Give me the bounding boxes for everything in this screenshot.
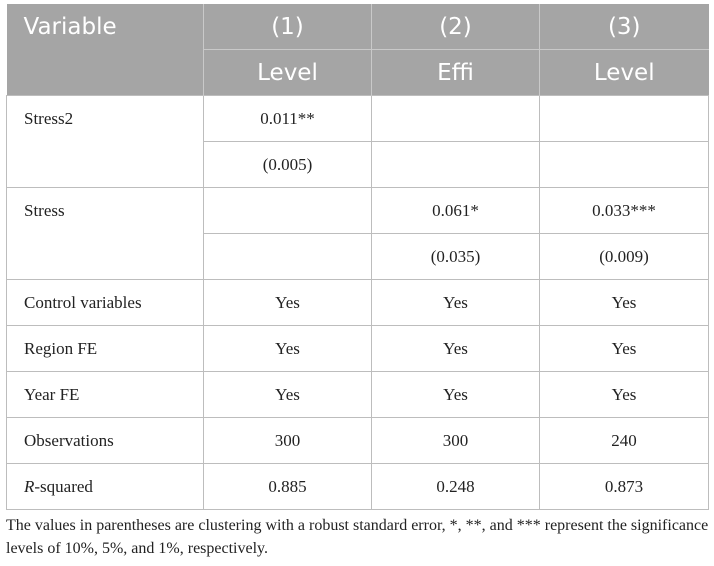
cell-stress-coef-2: 0.061* — [372, 188, 540, 234]
row-label-rsquared — [7, 464, 204, 510]
table-row-year-fe — [7, 372, 709, 418]
row-label-year-fe: Year FE — [7, 372, 204, 418]
header-row-numbers — [7, 4, 709, 50]
table-row-stress-coef — [7, 188, 709, 234]
cell-stress-coef-3: 0.033*** — [540, 188, 709, 234]
cell-year-fe-1: Yes — [204, 372, 372, 418]
cell-rsquared-1: 0.885 — [204, 464, 372, 510]
cell-observations-3: 240 — [540, 418, 709, 464]
rsquared-italic-r: R — [24, 476, 35, 496]
header-variable: Variable — [7, 4, 204, 50]
rsquared-suffix: -squared — [34, 476, 93, 496]
table-footnote: The values in parentheses are clustering with a robust standard error, *, **, and *** represent the significance levels of 10%, 5%, and 1%, respectively. — [6, 517, 709, 557]
cell-stress-coef-1 — [204, 188, 372, 234]
cell-year-fe-2: Yes — [372, 372, 540, 418]
table-row-stress2-coef — [7, 96, 709, 142]
table-row-region-fe — [7, 326, 709, 372]
cell-control-2: Yes — [372, 280, 540, 326]
cell-stress2-coef-3 — [540, 96, 709, 142]
cell-rsquared-3: 0.873 — [540, 464, 709, 510]
header-col2-number: (2) — [372, 4, 540, 50]
cell-stress2-se-2 — [372, 142, 540, 188]
cell-stress2-se-1: (0.005) — [204, 142, 372, 188]
row-label-stress: Stress — [7, 188, 204, 280]
header-col3-label: Level — [540, 50, 709, 96]
header-col3-number: (3) — [540, 4, 709, 50]
header-row-labels — [7, 50, 709, 96]
table-header — [7, 4, 709, 96]
cell-stress-se-2: (0.035) — [372, 234, 540, 280]
cell-observations-2: 300 — [372, 418, 540, 464]
cell-stress2-coef-1: 0.011** — [204, 96, 372, 142]
table-row-observations — [7, 418, 709, 464]
header-blank — [7, 50, 204, 96]
table-body — [7, 96, 709, 510]
cell-rsquared-2: 0.248 — [372, 464, 540, 510]
row-label-region-fe: Region FE — [7, 326, 204, 372]
header-col2-label: Effi — [372, 50, 540, 96]
cell-stress2-se-3 — [540, 142, 709, 188]
cell-stress-se-3: (0.009) — [540, 234, 709, 280]
cell-region-fe-2: Yes — [372, 326, 540, 372]
cell-region-fe-3: Yes — [540, 326, 709, 372]
header-col1-label: Level — [204, 50, 372, 96]
cell-observations-1: 300 — [204, 418, 372, 464]
row-label-observations: Observations — [7, 418, 204, 464]
cell-year-fe-3: Yes — [540, 372, 709, 418]
cell-stress2-coef-2 — [372, 96, 540, 142]
header-col1-number: (1) — [204, 4, 372, 50]
cell-stress-se-1 — [204, 234, 372, 280]
cell-region-fe-1: Yes — [204, 326, 372, 372]
table-row-control — [7, 280, 709, 326]
cell-control-3: Yes — [540, 280, 709, 326]
regression-table — [6, 4, 709, 510]
row-label-stress2: Stress2 — [7, 96, 204, 188]
row-label-control: Control variables — [7, 280, 204, 326]
cell-control-1: Yes — [204, 280, 372, 326]
table-row-rsquared — [7, 464, 709, 510]
